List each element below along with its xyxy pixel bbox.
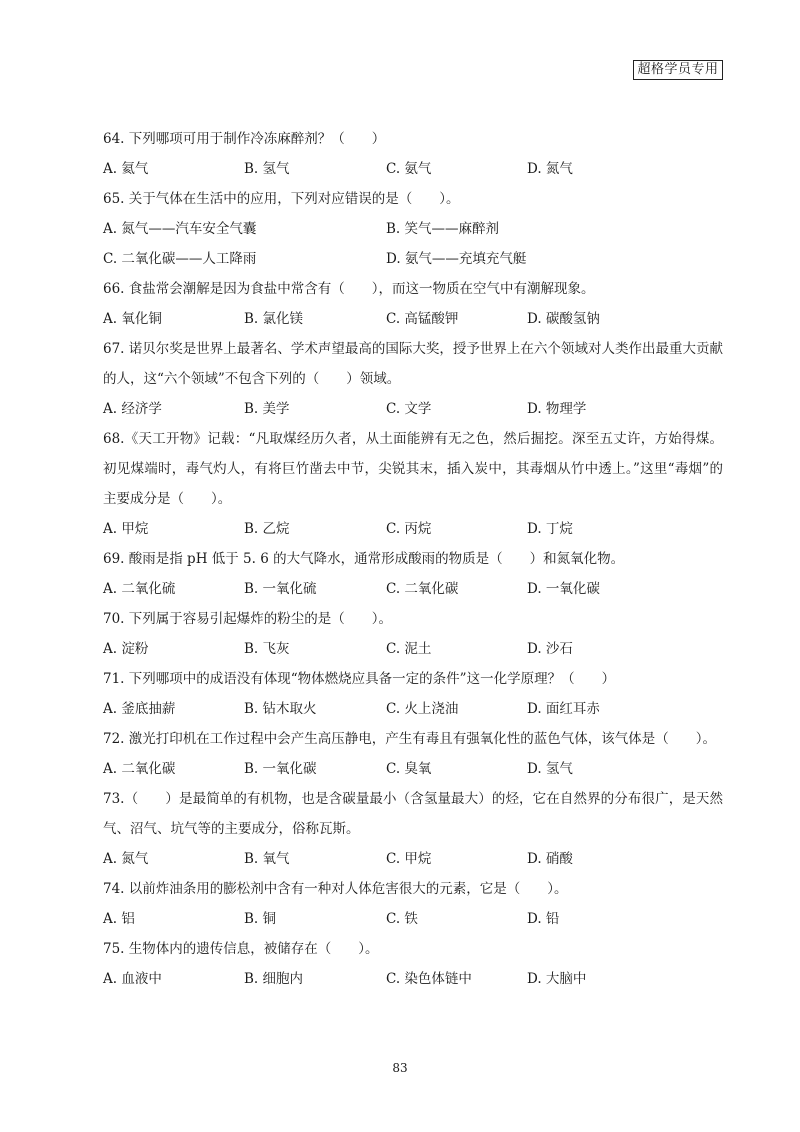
- question-text: 64. 下列哪项可用于制作冷冻麻醉剂？（ ）: [103, 131, 386, 147]
- option-b: B. 乙烷: [244, 521, 290, 537]
- option-d: D. 物理学: [527, 401, 587, 417]
- option-d: D. 面红耳赤: [527, 701, 600, 717]
- option-a: A. 二氧化碳: [103, 761, 176, 777]
- options-row: [103, 844, 723, 874]
- question-75: [103, 934, 723, 994]
- option-b: B. 铜: [244, 911, 277, 927]
- option-a: A. 氦气: [103, 161, 149, 177]
- question-text: 74. 以前炸油条用的膨松剂中含有一种对人体危害很大的元素，它是（ ）。: [103, 881, 568, 897]
- question-70: [103, 604, 723, 664]
- options-row: [103, 214, 723, 244]
- student-only-stamp: 超格学员专用: [633, 60, 723, 80]
- option-d: D. 氨气——充填充气艇: [386, 251, 527, 267]
- option-a: A. 氧化铜: [103, 311, 162, 327]
- option-b: B. 笑气——麻醉剂: [386, 221, 500, 237]
- option-a: A. 二氧化硫: [103, 581, 176, 597]
- option-c: C. 高锰酸钾: [386, 311, 459, 327]
- option-d: D. 沙石: [527, 641, 573, 657]
- option-c: C. 二氧化碳: [386, 581, 459, 597]
- option-a: A. 氮气——汽车安全气囊: [103, 221, 257, 237]
- options-row: [103, 904, 723, 934]
- question-text: 67. 诺贝尔奖是世界上最著名、学术声望最高的国际大奖，授予世界上在六个领域对人类作出最重大贡献的人，这“六个领域”不包含下列的（ ）领域。: [103, 341, 723, 387]
- question-66: [103, 274, 723, 334]
- option-a: A. 血液中: [103, 971, 162, 987]
- options-row: [103, 514, 723, 544]
- options-row: [103, 964, 723, 994]
- option-a: A. 经济学: [103, 401, 162, 417]
- question-text: 69. 酸雨是指 pH 低于 5. 6 的大气降水，通常形成酸雨的物质是（ ）和氮氧化物。: [103, 551, 625, 567]
- option-b: B. 细胞内: [244, 971, 304, 987]
- option-a: A. 淀粉: [103, 641, 149, 657]
- options-row: [103, 574, 723, 604]
- question-65: [103, 184, 723, 274]
- option-b: B. 一氧化硫: [244, 581, 317, 597]
- option-c: C. 二氧化碳——人工降雨: [103, 251, 257, 267]
- question-text: 68.《天工开物》记载：“凡取煤经历久者，从土面能辨有无之色，然后掘挖。深至五丈许，方始得煤。初见煤端时，毒气灼人，有将巨竹凿去中节，尖锐其末，插入炭中，其毒烟从竹中透上。”这里“毒烟”的主要成分是（ ）。: [103, 431, 723, 507]
- page-number: 83: [392, 1061, 408, 1075]
- question-64: [103, 124, 723, 184]
- question-67: [103, 334, 723, 424]
- option-b: B. 氧气: [244, 851, 290, 867]
- question-69: [103, 544, 723, 604]
- question-text: 72. 激光打印机在工作过程中会产生高压静电，产生有毒且有强氧化性的蓝色气体，该气体是（ ）。: [103, 731, 717, 747]
- option-b: B. 飞灰: [244, 641, 290, 657]
- option-b: B. 美学: [244, 401, 290, 417]
- question-text: 66. 食盐常会潮解是因为食盐中常含有（ ），而这一物质在空气中有潮解现象。: [103, 281, 595, 297]
- option-c: C. 丙烷: [386, 521, 432, 537]
- options-row: [103, 634, 723, 664]
- question-text: 75. 生物体内的遗传信息，被储存在（ ）。: [103, 941, 379, 957]
- option-a: A. 甲烷: [103, 521, 149, 537]
- option-c: C. 臭氧: [386, 761, 432, 777]
- option-a: A. 氮气: [103, 851, 149, 867]
- option-d: D. 大脑中: [527, 971, 587, 987]
- question-text: 71. 下列哪项中的成语没有体现“物体燃烧应具备一定的条件”这一化学原理？（ ）: [103, 671, 616, 687]
- options-row: [103, 694, 723, 724]
- option-d: D. 一氧化碳: [527, 581, 600, 597]
- question-68: [103, 424, 723, 544]
- options-row: [103, 154, 723, 184]
- option-d: D. 铅: [527, 911, 560, 927]
- question-list: [103, 124, 723, 994]
- question-text: 70. 下列属于容易引起爆炸的粉尘的是（ ）。: [103, 611, 393, 627]
- option-c: C. 甲烷: [386, 851, 432, 867]
- option-c: C. 铁: [386, 911, 418, 927]
- option-b: B. 一氧化碳: [244, 761, 317, 777]
- option-c: C. 泥土: [386, 641, 432, 657]
- question-text: 65. 关于气体在生活中的应用，下列对应错误的是（ ）。: [103, 191, 460, 207]
- question-73: [103, 784, 723, 874]
- option-c: C. 文学: [386, 401, 432, 417]
- option-b: B. 氯化镁: [244, 311, 304, 327]
- option-d: D. 碳酸氢钠: [527, 311, 600, 327]
- option-c: C. 氨气: [386, 161, 432, 177]
- option-d: D. 氮气: [527, 161, 573, 177]
- options-row: [103, 304, 723, 334]
- question-text: 73.（ ）是最简单的有机物，也是含碳量最小（含氢量最大）的烃，它在自然界的分布很广，是天然气、沼气、坑气等的主要成分，俗称瓦斯。: [103, 791, 723, 837]
- options-row: [103, 754, 723, 784]
- option-d: D. 氢气: [527, 761, 573, 777]
- option-b: B. 氢气: [244, 161, 290, 177]
- option-d: D. 丁烷: [527, 521, 573, 537]
- option-d: D. 硝酸: [527, 851, 573, 867]
- option-a: A. 铝: [103, 911, 135, 927]
- question-74: [103, 874, 723, 934]
- option-c: C. 火上浇油: [386, 701, 459, 717]
- option-a: A. 釜底抽薪: [103, 701, 176, 717]
- question-72: [103, 724, 723, 784]
- options-row: [103, 394, 723, 424]
- question-71: [103, 664, 723, 724]
- options-row: [103, 244, 723, 274]
- option-c: C. 染色体链中: [386, 971, 472, 987]
- option-b: B. 钻木取火: [244, 701, 317, 717]
